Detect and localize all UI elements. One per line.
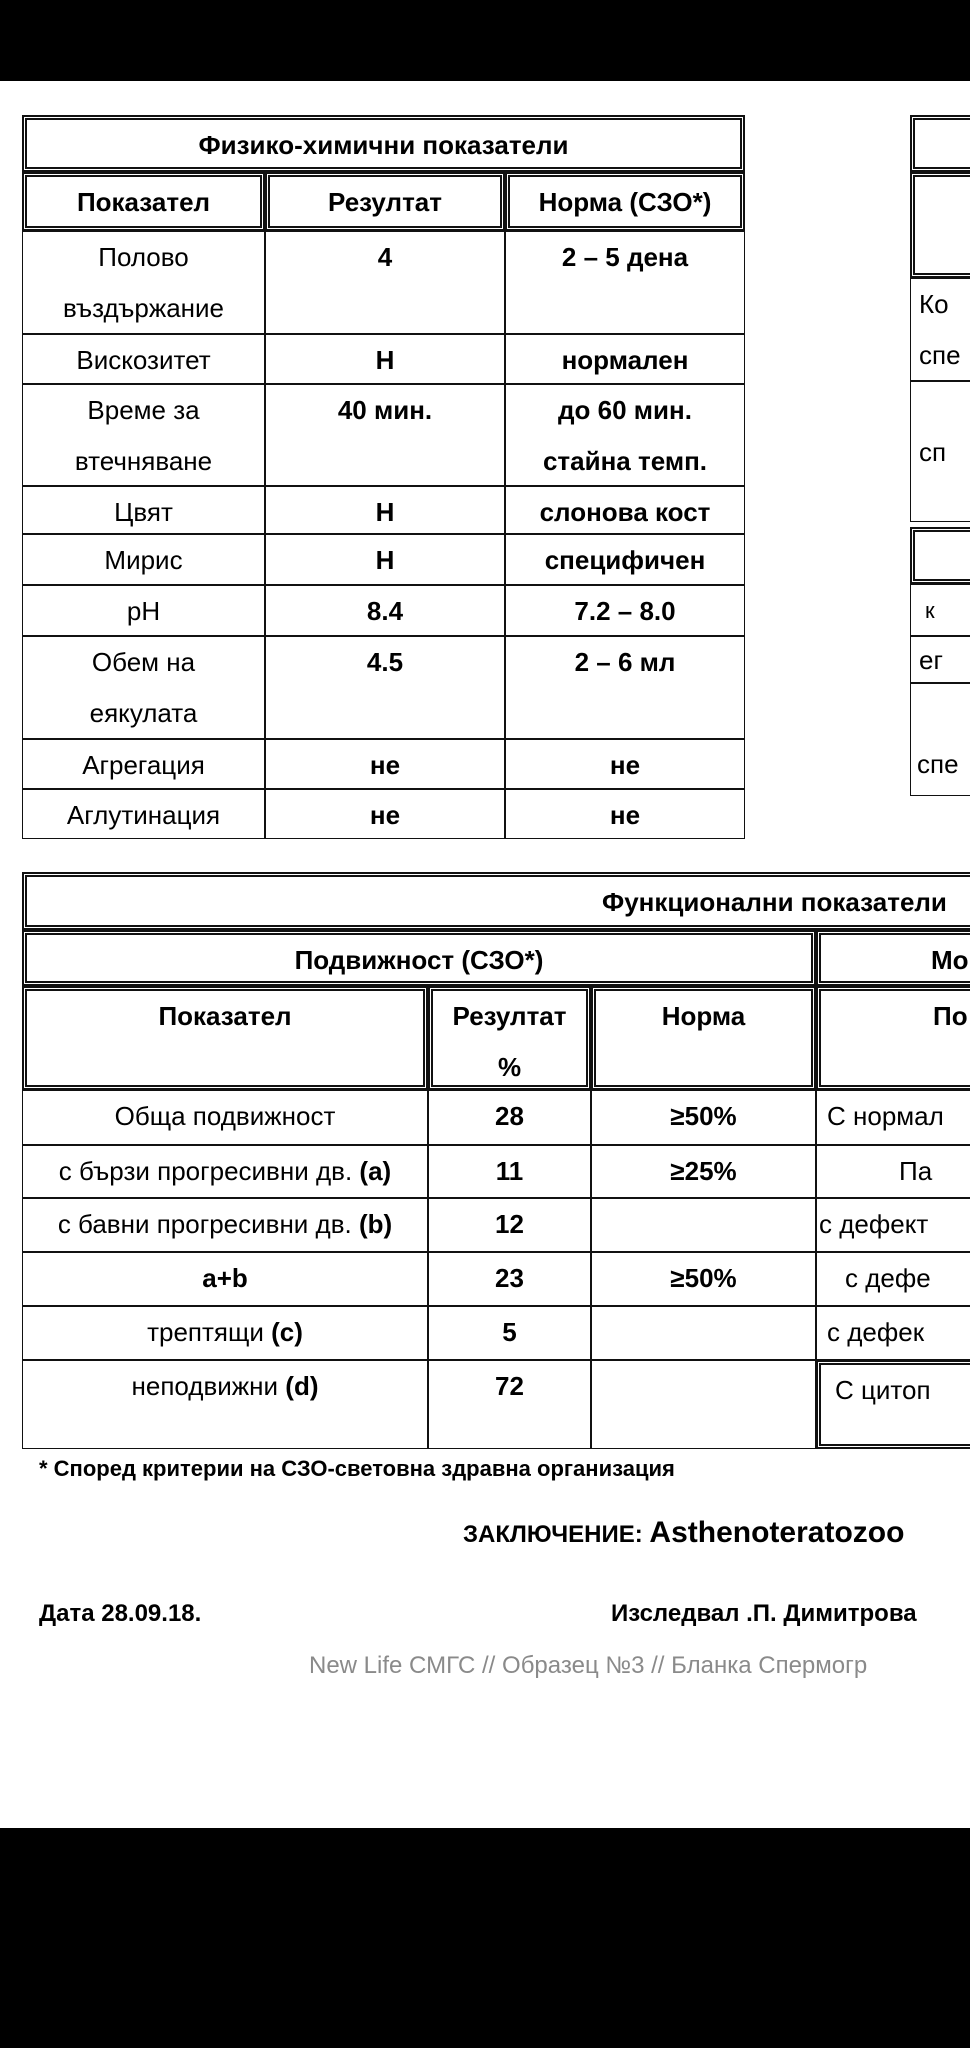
row-morphology: Па (816, 1145, 970, 1198)
functional-title: Функционални показатели (602, 887, 947, 917)
row-label-code: a+b (202, 1263, 248, 1293)
row-morphology: с дефек (816, 1306, 970, 1360)
row-label-text: Обща подвижност (114, 1101, 336, 1131)
row-label (22, 1090, 428, 1145)
column-header: Резултат (265, 172, 505, 231)
row-value: 2 – 5 дена (505, 231, 745, 334)
column-header: По (816, 986, 970, 1090)
row-label-text: трептящи (147, 1317, 272, 1347)
row-label: ег (910, 636, 970, 683)
row-norm (591, 1198, 816, 1252)
row-value: Н (265, 486, 505, 534)
row-label (22, 1306, 428, 1360)
row-label: Обем на еякулата (22, 636, 265, 739)
conclusion-value: Asthenoteratozoo (649, 1516, 905, 1549)
row-value: 7.2 – 8.0 (505, 585, 745, 636)
row-result: 5 (428, 1306, 591, 1360)
row-value: слонова кост (505, 486, 745, 534)
row-label (22, 1145, 428, 1198)
row-value: не (505, 739, 745, 789)
column-header: Показател (22, 172, 265, 231)
row-value: 8.4 (265, 585, 505, 636)
row-label: спе (910, 683, 970, 796)
footnote: * Според критерии на СЗО-световна здравна организация (39, 1456, 675, 1481)
row-value: не (265, 739, 505, 789)
row-result: 11 (428, 1145, 591, 1198)
table-title: Физико-химични показатели (22, 115, 745, 172)
row-label: Полово въздържание (22, 231, 265, 334)
row-label: pH (22, 585, 265, 636)
row-morphology: С цитоп (816, 1360, 970, 1449)
row-label: Мирис (22, 534, 265, 585)
row-value: 2 – 6 мл (505, 636, 745, 739)
row-value: не (265, 789, 505, 839)
row-label: Агрегация (22, 739, 265, 789)
row-label-code: (c) (271, 1317, 303, 1347)
row-norm (591, 1360, 816, 1449)
row-label (22, 1252, 428, 1306)
column-header: Норма (591, 986, 816, 1090)
row-label: Ко спе (910, 278, 970, 381)
row-norm: ≥50% (591, 1252, 816, 1306)
column-header: Резултат % (428, 986, 591, 1090)
row-value: Н (265, 334, 505, 384)
row-label-code: (b) (358, 1209, 393, 1239)
row-label-code: (a) (359, 1156, 392, 1186)
date: Дата 28.09.18. (39, 1600, 202, 1627)
row-label: Вискозитет (22, 334, 265, 384)
row-morphology: с дефе (816, 1252, 970, 1306)
row-morphology: С нормал (816, 1090, 970, 1145)
row-result: 23 (428, 1252, 591, 1306)
conclusion (463, 1516, 904, 1550)
row-value: не (505, 789, 745, 839)
row-value: нормален (505, 334, 745, 384)
conclusion-label: ЗАКЛЮЧЕНИЕ: (463, 1521, 650, 1548)
row-label-text: с бавни прогресивни дв. (57, 1209, 359, 1239)
row-label: Време за втечняване (22, 384, 265, 486)
row-label (22, 1360, 428, 1449)
column-header (910, 172, 970, 278)
row-norm: ≥50% (591, 1090, 816, 1145)
row-result: 12 (428, 1198, 591, 1252)
row-morphology: с дефект (816, 1198, 970, 1252)
row-value: 4.5 (265, 636, 505, 739)
row-value: 40 мин. (265, 384, 505, 486)
row-value: специфичен (505, 534, 745, 585)
document-page (0, 81, 970, 1828)
row-label-code: (d) (285, 1371, 319, 1401)
row-label-text: неподвижни (131, 1371, 286, 1401)
column-header: Норма (СЗО*) (505, 172, 745, 231)
section-header (910, 527, 970, 584)
row-result: 72 (428, 1360, 591, 1449)
row-value: 4 (265, 231, 505, 334)
row-result: 28 (428, 1090, 591, 1145)
row-norm: ≥25% (591, 1145, 816, 1198)
row-value: до 60 мин. стайна темп. (505, 384, 745, 486)
row-label: Аглутинация (22, 789, 265, 839)
row-label (22, 1198, 428, 1252)
table-title (22, 872, 970, 930)
column-header: Показател (22, 986, 428, 1090)
row-norm (591, 1306, 816, 1360)
examiner: Изследвал .П. Димитрова (611, 1600, 917, 1627)
footer-text: New Life СМГС // Образец №3 // Бланка Спермогр (309, 1652, 868, 1679)
table-title (910, 115, 970, 172)
row-value: Н (265, 534, 505, 585)
section-header: Подвижност (СЗО*) (22, 930, 816, 986)
row-label: Цвят (22, 486, 265, 534)
row-label-text: с бързи прогресивни дв. (58, 1156, 360, 1186)
row-label: к (910, 584, 970, 636)
section-header: Мо (816, 930, 970, 986)
row-label: сп (910, 381, 970, 522)
